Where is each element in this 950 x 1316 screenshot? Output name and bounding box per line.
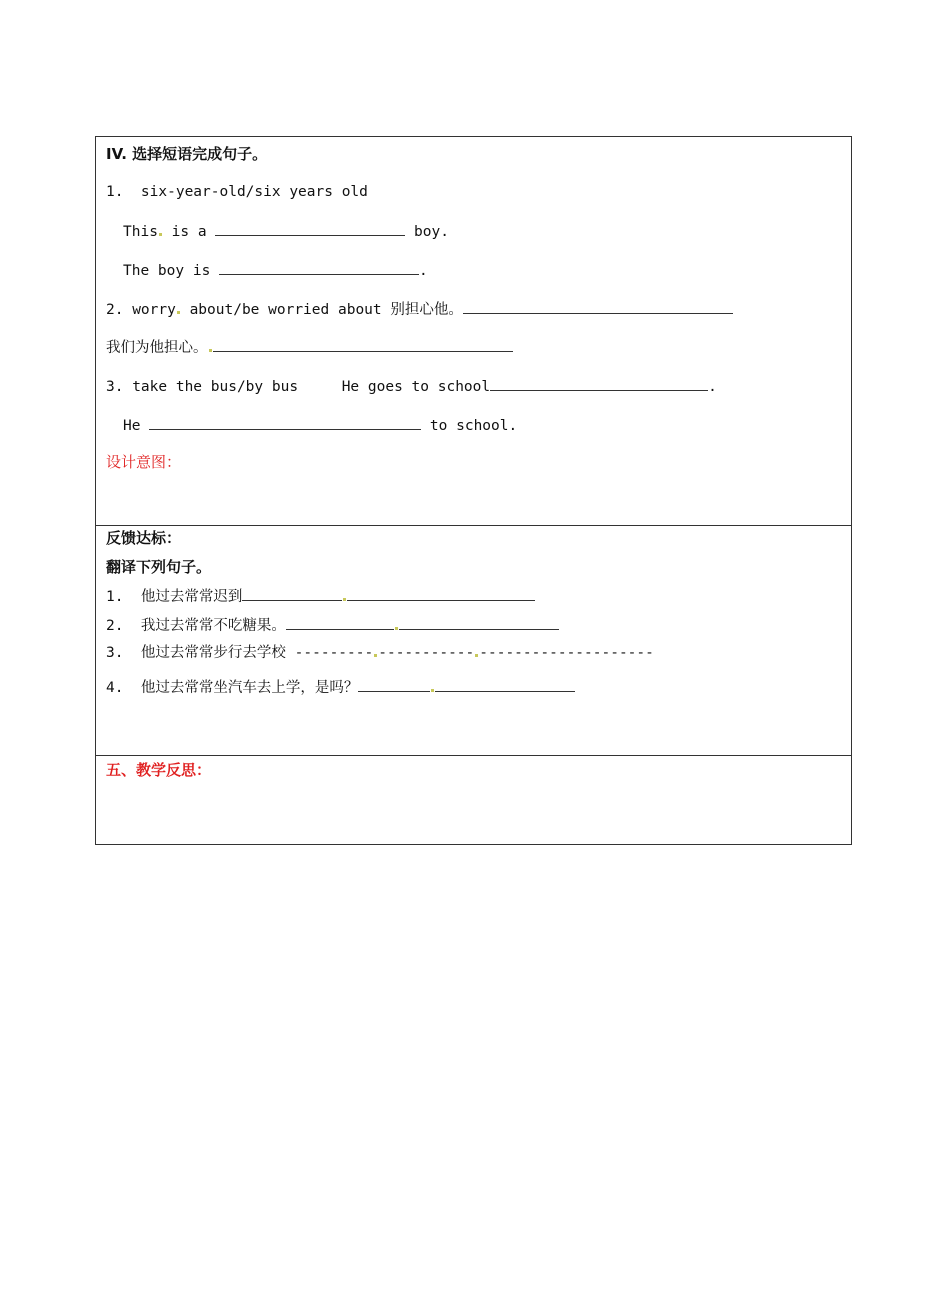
text: boy.	[405, 224, 449, 240]
text: 1. 他过去常常迟到	[106, 589, 243, 605]
feedback-subtitle: 翻译下列句子。	[106, 558, 212, 576]
text: 2. worry	[106, 302, 176, 318]
design-intent-label: 设计意图：	[106, 453, 182, 471]
marker-dot	[343, 598, 346, 601]
text: This	[123, 224, 158, 240]
answer-blank[interactable]	[286, 615, 394, 630]
feedback-question-1	[106, 586, 535, 606]
text: about/be worried about 别担心他。	[180, 302, 463, 318]
text: to school.	[421, 418, 518, 434]
feedback-question-2	[106, 615, 559, 635]
text: .	[419, 263, 428, 279]
answer-blank[interactable]	[399, 615, 559, 630]
item-1-sentence-b	[123, 260, 428, 280]
item-2-sentence-a	[106, 299, 733, 319]
answer-blank[interactable]	[149, 415, 421, 430]
answer-blank[interactable]	[463, 299, 733, 314]
item-2-sentence-b	[106, 337, 513, 357]
answer-blank[interactable]	[219, 260, 419, 275]
feedback-title: 反馈达标：	[106, 529, 182, 547]
item-1-sentence-a	[123, 221, 449, 241]
reflection-title: 五、教学反思：	[106, 761, 212, 779]
marker-dot	[395, 627, 398, 630]
dash-blank: ---------	[294, 645, 374, 661]
text: 我们为他担心。	[106, 340, 208, 356]
marker-dot	[431, 689, 434, 692]
answer-blank[interactable]	[347, 586, 535, 601]
text: .	[708, 379, 717, 395]
answer-blank[interactable]	[435, 677, 575, 692]
text: 2. 我过去常常不吃糖果。	[106, 618, 286, 634]
answer-blank[interactable]	[213, 337, 513, 352]
answer-blank[interactable]	[215, 221, 405, 236]
dash-blank: -----------	[378, 645, 475, 661]
section-iv-title: IV. 选择短语完成句子。	[106, 145, 268, 163]
worksheet-table	[95, 136, 852, 845]
marker-dot	[209, 349, 212, 352]
marker-dot	[177, 311, 180, 314]
feedback-question-4	[106, 677, 575, 697]
text: 4. 他过去常常坐汽车去上学，是吗？	[106, 680, 359, 696]
item-3-sentence-a	[106, 376, 717, 396]
reflection-cell	[96, 756, 851, 844]
answer-blank[interactable]	[490, 376, 708, 391]
text: is a	[162, 224, 216, 240]
text: He	[123, 418, 150, 434]
dash-blank: --------------------	[479, 645, 654, 661]
text: 3. take the bus/by bus He goes to school	[106, 379, 491, 395]
section-iv-cell	[96, 137, 851, 526]
item-1-label: 1. six-year-old/six years old	[106, 184, 368, 200]
text: The boy is	[123, 263, 220, 279]
text: 3. 他过去常常步行去学校	[106, 645, 295, 661]
marker-dot	[374, 654, 377, 657]
item-3-sentence-b	[123, 415, 517, 435]
feedback-cell	[96, 526, 851, 756]
feedback-question-3	[106, 644, 654, 662]
answer-blank[interactable]	[242, 586, 342, 601]
marker-dot	[159, 233, 162, 236]
answer-blank[interactable]	[358, 677, 430, 692]
marker-dot	[475, 654, 478, 657]
